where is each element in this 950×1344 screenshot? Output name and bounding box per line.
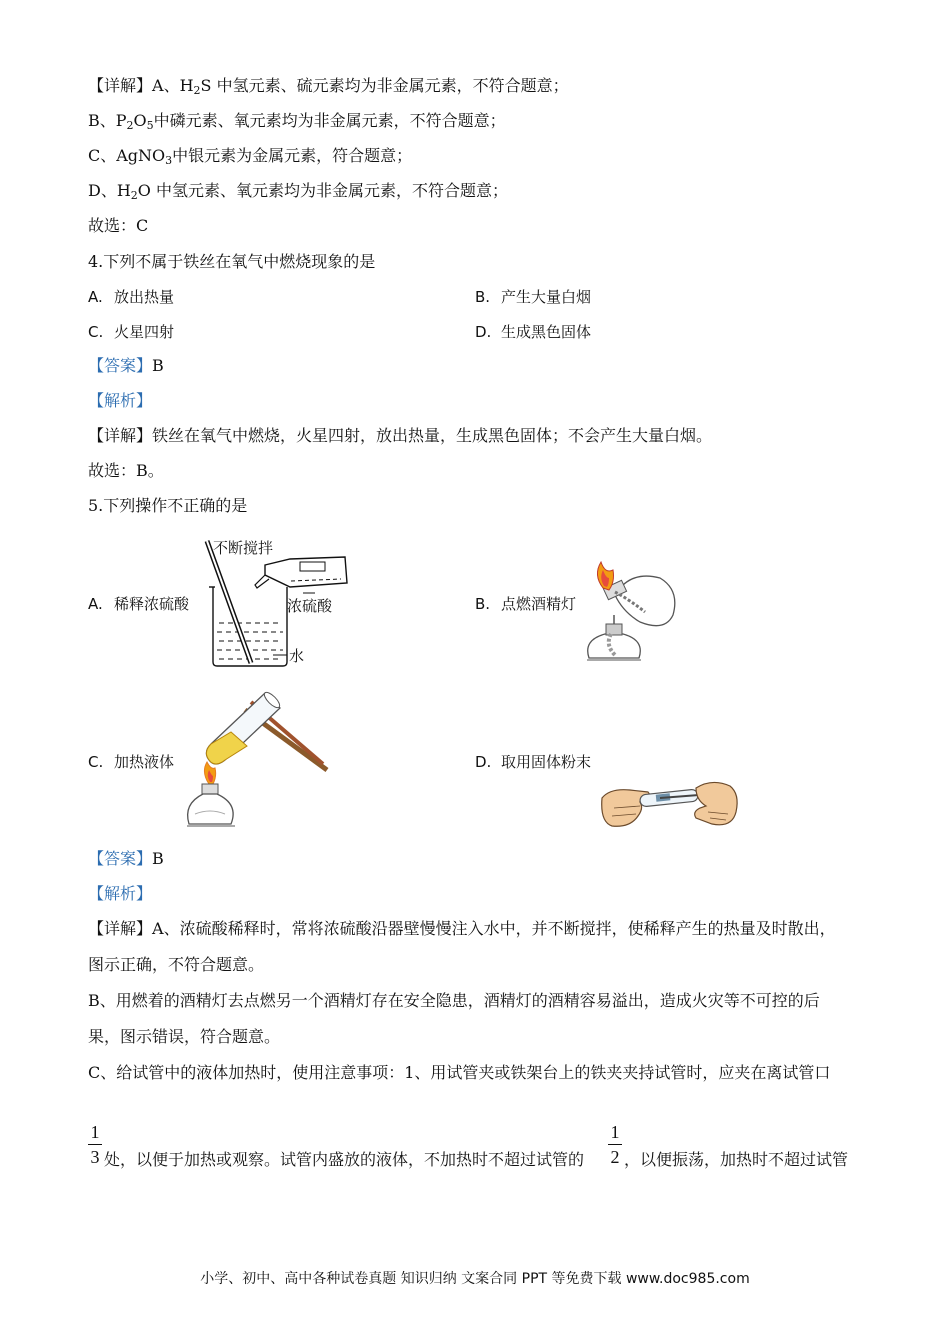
q3-choice: 故选：C	[88, 216, 149, 235]
q3-detail-c: C、AgNO$_3$中银元素为金属元素，符合题意；	[88, 146, 413, 167]
label-stir: 不断搅拌	[213, 539, 274, 557]
q5-detail-b-2: 果，图示错误，符合题意。	[88, 1027, 281, 1046]
q4-analysis-tag: 【解析】	[88, 391, 153, 410]
figure-take-powder	[600, 778, 740, 833]
q5-option-d: D. 取用固体粉末	[475, 753, 592, 771]
q5-analysis-tag: 【解析】	[88, 884, 153, 903]
q5-stem: 5.下列操作不正确的是	[88, 496, 248, 515]
q4-detail: 【详解】铁丝在氧气中燃烧，火星四射，放出热量，生成黑色固体；不会产生大量白烟。	[88, 426, 713, 445]
q5-detail-c-2b: ，以便振荡，加热时不超过试管	[624, 1150, 849, 1169]
q3-detail-d: D、$H_2O$ 中氢元素、氧元素均为非金属元素，不符合题意；	[88, 181, 509, 202]
q5-option-b: B. 点燃酒精灯	[475, 595, 577, 613]
fraction-one-third: 1 3	[88, 1122, 102, 1167]
q3-detail-a: 【详解】A、$H_2S$ 中氢元素、硫元素均为非金属元素，不符合题意；	[88, 76, 569, 97]
q4-option-b: B. 产生大量白烟	[475, 288, 592, 306]
page-footer: 小学、初中、高中各种试卷真题 知识归纳 文案合同 PPT 等免费下载 www.doc985.com	[200, 1271, 750, 1287]
q5-detail-b-1: B、用燃着的酒精灯去点燃另一个酒精灯存在安全隐患，酒精灯的酒精容易溢出，造成火灾等不可控的后	[88, 991, 820, 1010]
q5-detail-a-1: 【详解】A、浓硫酸稀释时，常将浓硫酸沿器壁慢慢注入水中，并不断搅拌，使稀释产生的热量及时散出，	[88, 919, 836, 938]
q4-option-c: C. 火星四射	[88, 323, 175, 341]
figure-dilute-acid	[195, 535, 355, 670]
q5-detail-a-2: 图示正确，不符合题意。	[88, 955, 265, 974]
q5-detail-c-1: C、给试管中的液体加热时，使用注意事项：1、用试管夹或铁架台上的铁夹夹持试管时，应夹在离试管口	[88, 1063, 831, 1082]
q4-choice: 故选：B。	[88, 461, 164, 480]
q4-option-a: A. 放出热量	[88, 288, 175, 306]
q3-detail-b: B、$P_2O_5$中磷元素、氧元素均为非金属元素，不符合题意；	[88, 111, 506, 132]
fraction-one-half: 1 2	[608, 1122, 622, 1167]
q5-option-a: A. 稀释浓硫酸	[88, 595, 190, 613]
q4-stem: 4.下列不属于铁丝在氧气中燃烧现象的是	[88, 252, 376, 271]
label-acid: 浓硫酸	[287, 597, 333, 615]
q4-option-d: D. 生成黑色固体	[475, 323, 592, 341]
q5-option-c: C. 加热液体	[88, 753, 175, 771]
label-water: 水	[289, 647, 305, 665]
figure-light-lamp	[575, 560, 690, 670]
figure-heat-liquid	[185, 688, 330, 828]
q5-detail-c-2a: 处，以便于加热或观察。试管内盛放的液体，不加热时不超过试管的	[104, 1150, 585, 1169]
q5-answer: 【答案】B	[88, 849, 164, 868]
q4-answer: 【答案】B	[88, 356, 164, 375]
